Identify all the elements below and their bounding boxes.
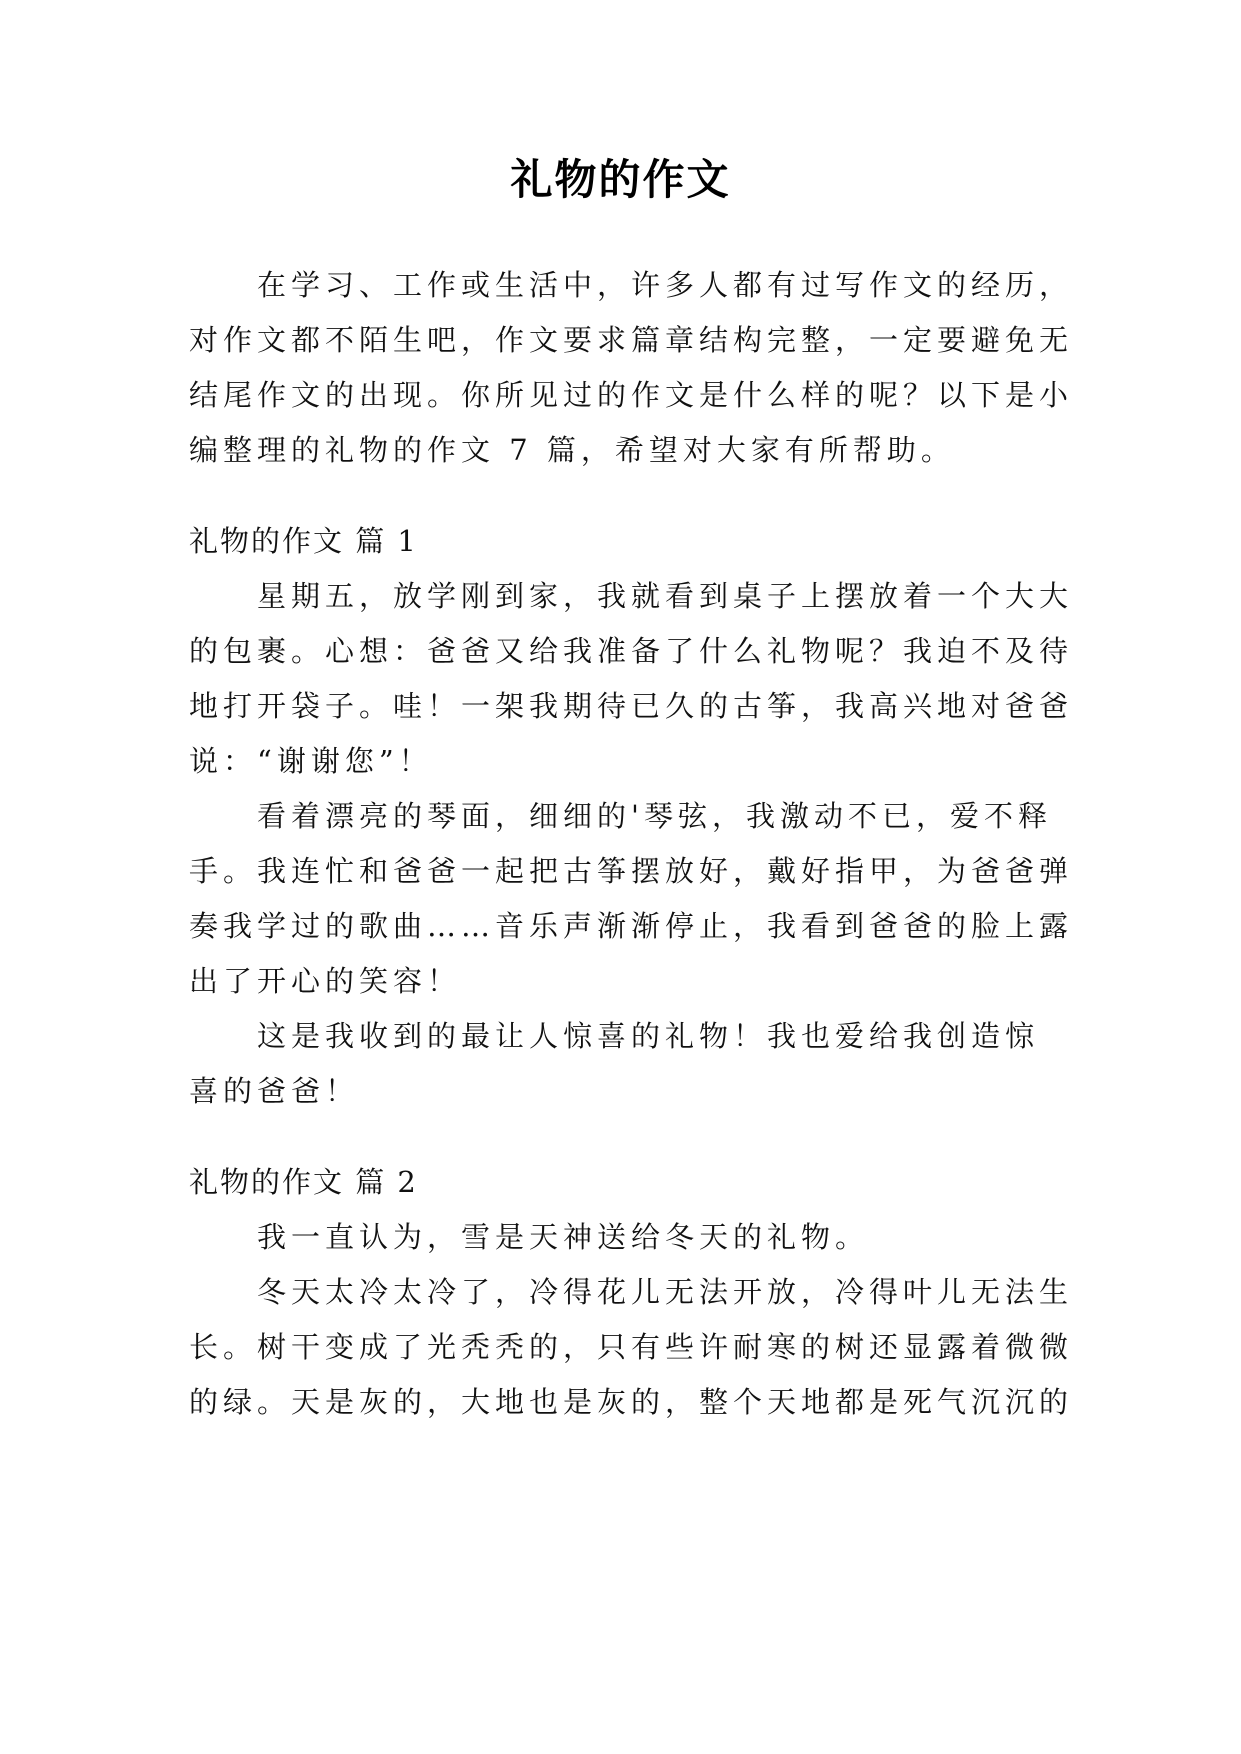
- section-heading: 礼物的作文 篇 2: [189, 1165, 418, 1199]
- paragraph-line: 手。我连忙和爸爸一起把古筝摆放好，戴好指甲，为爸爸弹: [189, 854, 1074, 888]
- paragraph-line: 我一直认为，雪是天神送给冬天的礼物。: [189, 1220, 870, 1254]
- intro-line: 在学习、工作或生活中，许多人都有过写作文的经历，: [189, 268, 1074, 302]
- intro-line: 编整理的礼物的作文 7 篇，希望对大家有所帮助。: [189, 433, 955, 467]
- paragraph-line: 看着漂亮的琴面，细细的'琴弦，我激动不已，爱不释: [189, 799, 1052, 833]
- paragraph-line: 长。树干变成了光秃秃的，只有些许耐寒的树还显露着微微: [189, 1330, 1074, 1364]
- paragraph-line: 这是我收到的最让人惊喜的礼物！我也爱给我创造惊: [189, 1019, 1040, 1053]
- section-heading: 礼物的作文 篇 1: [189, 524, 418, 558]
- paragraph-line: 说：“谢谢您”！: [189, 744, 433, 778]
- paragraph-line: 的绿。天是灰的，大地也是灰的，整个天地都是死气沉沉的: [189, 1385, 1074, 1419]
- paragraph-line: 地打开袋子。哇！一架我期待已久的古筝，我高兴地对爸爸: [189, 689, 1074, 723]
- paragraph-line: 喜的爸爸！: [189, 1074, 360, 1108]
- paragraph-line: 的包裹。心想：爸爸又给我准备了什么礼物呢？我迫不及待: [189, 634, 1074, 668]
- paragraph-line: 出了开心的笑容！: [189, 964, 462, 998]
- paragraph-line: 奏我学过的歌曲……音乐声渐渐停止，我看到爸爸的脸上露: [189, 909, 1074, 943]
- intro-line: 结尾作文的出现。你所见过的作文是什么样的呢？以下是小: [189, 378, 1074, 412]
- paragraph-line: 冬天太冷太冷了，冷得花儿无法开放，冷得叶儿无法生: [189, 1275, 1074, 1309]
- intro-line: 对作文都不陌生吧，作文要求篇章结构完整，一定要避免无: [189, 323, 1074, 357]
- document-title: 礼物的作文: [510, 155, 731, 204]
- paragraph-line: 星期五，放学刚到家，我就看到桌子上摆放着一个大大: [189, 579, 1074, 613]
